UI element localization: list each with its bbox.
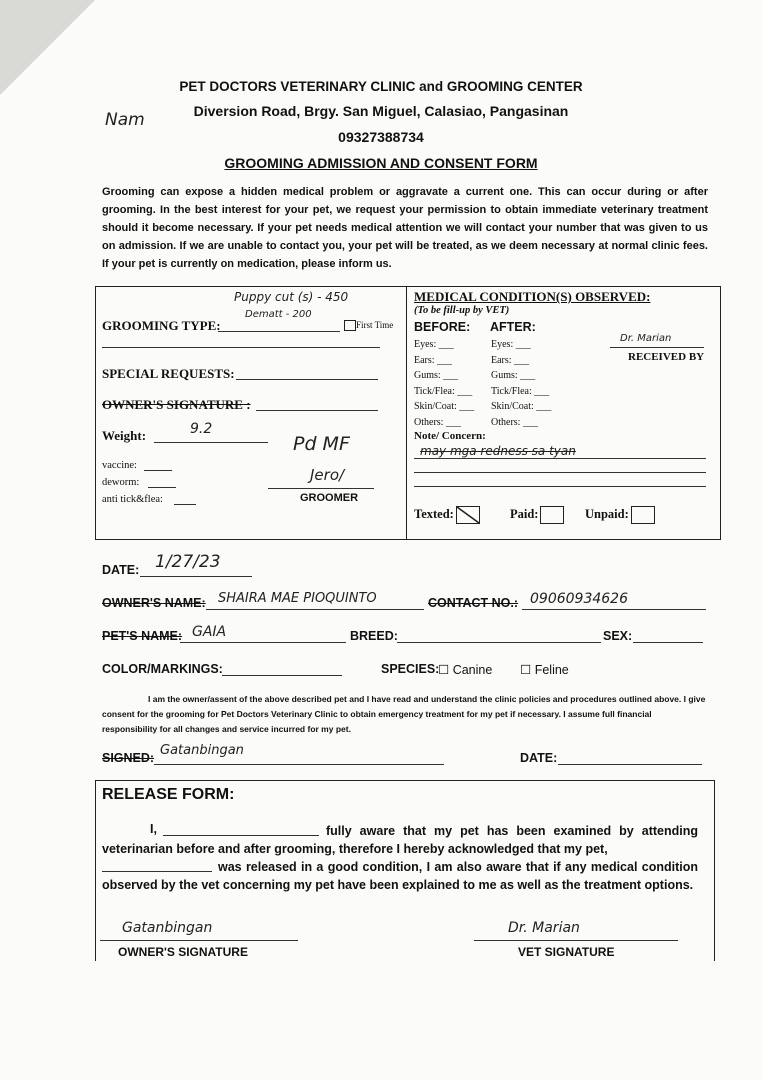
owner-name-field[interactable] (206, 609, 424, 610)
breed-field[interactable] (397, 642, 601, 643)
first-time-label: First Time (356, 320, 394, 330)
pet-name-label: PET'S NAME: (102, 629, 183, 643)
contact-label: CONTACT NO.: (428, 596, 519, 610)
weight-value: 9.2 (190, 421, 213, 437)
after-check-gums[interactable]: Gums: ___ (491, 370, 536, 381)
texted-label: Texted: (414, 506, 454, 521)
paid-row[interactable] (510, 506, 564, 524)
feline-checkbox-icon[interactable]: ☐ (520, 663, 532, 677)
species-canine-option[interactable] (438, 662, 492, 677)
signed-signature: Gatanbingan (160, 743, 244, 758)
paid-checkbox[interactable] (540, 506, 564, 524)
after-check-tick[interactable]: Tick/Flea: ___ (491, 385, 550, 397)
grooming-type-label: GROOMING TYPE: (102, 318, 221, 333)
weight-field[interactable] (154, 442, 268, 443)
received-by-hand: Dr. Marian (620, 333, 672, 344)
color-markings-field[interactable] (222, 675, 342, 676)
sex-field[interactable] (633, 642, 703, 643)
consent-paragraph: I am the owner/assent of the above described pet and I have read and understand the clinic policies and procedures outlined above. I give consent for the grooming for Pet Doctors Veterinary Clinic to obtain emergency treatment for my pet if necessary. I assume full financial responsibility for all changes and service incurred for my pet. (102, 694, 706, 734)
special-requests-field[interactable] (236, 379, 378, 380)
handwritten-note-top: Nam (105, 110, 145, 130)
before-check-gums[interactable]: Gums: ___ (414, 370, 459, 381)
form-title: GROOMING ADMISSION AND CONSENT FORM (224, 155, 538, 171)
color-markings-label: COLOR/MARKINGS: (102, 662, 223, 676)
groomer-hand-1: Pd MF (293, 433, 350, 455)
anti-tick-label: anti tick&flea: (102, 494, 163, 505)
unpaid-label: Unpaid: (585, 506, 629, 521)
note-line-1[interactable] (414, 458, 706, 459)
date-label: DATE: (102, 563, 140, 577)
pet-name-field[interactable] (180, 642, 346, 643)
vaccine-field[interactable] (144, 470, 172, 471)
owner-signature-label: OWNER'S SIGNATURE : (102, 397, 251, 412)
note-line-2[interactable] (414, 472, 706, 473)
deworm-label: deworm: (102, 477, 140, 488)
texted-checkbox[interactable] (456, 506, 480, 524)
anti-tick-field[interactable] (174, 504, 196, 505)
release-text-i: I, (150, 822, 157, 836)
before-check-eyes[interactable]: Eyes: ___ (414, 339, 454, 350)
medical-condition-subtitle: (To be fill-up by VET) (414, 305, 510, 316)
grooming-type-hand-1: Puppy cut (s) - 450 (234, 290, 349, 304)
note-value: may mga redness sa tyan (420, 444, 576, 458)
breed-label: BREED: (350, 629, 398, 643)
weight-label: Weight: (102, 428, 147, 443)
clinic-name: PET DOCTORS VETERINARY CLINIC and GROOMING CENTER (179, 79, 583, 94)
release-owner-signature-label: OWNER'S SIGNATURE (118, 945, 248, 959)
before-check-ears[interactable]: Ears: ___ (414, 354, 453, 366)
first-time-checkbox-row[interactable] (342, 320, 393, 331)
feline-label: Feline (534, 663, 569, 677)
release-vet-signature-field[interactable] (474, 940, 678, 941)
before-check-others[interactable]: Others: ___ (414, 416, 461, 428)
note-label: Note/ Concern: (414, 430, 486, 442)
groomer-label: GROOMER (300, 492, 359, 504)
release-vet-signature: Dr. Marian (508, 920, 580, 936)
grooming-box-divider (406, 287, 407, 539)
release-owner-signature-field[interactable] (100, 940, 298, 941)
owner-name-value: SHAIRA MAE PIOQUINTO (218, 591, 377, 606)
after-label: AFTER: (490, 320, 536, 334)
canine-label: Canine (452, 663, 493, 677)
pet-name-value: GAIA (192, 624, 227, 640)
groomer-hand-2: Jero/ (310, 466, 345, 484)
date-value: 1/27/23 (155, 552, 221, 572)
signed-label: SIGNED: (102, 751, 155, 765)
before-check-tick[interactable]: Tick/Flea: ___ (414, 385, 473, 397)
paid-label: Paid: (510, 506, 539, 521)
after-check-skin[interactable]: Skin/Coat: ___ (491, 401, 552, 412)
contact-field[interactable] (522, 609, 706, 610)
clinic-phone: 09327388734 (338, 129, 424, 145)
received-by-label: RECEIVED BY (628, 351, 705, 363)
unpaid-checkbox[interactable] (631, 506, 655, 524)
release-text-2: fully aware that my pet has been examined by attending veterinarian before and after grooming, therefore I hereby acknowledged that my pet, (102, 824, 698, 856)
after-checklist (491, 337, 551, 430)
after-check-ears[interactable]: Ears: ___ (491, 354, 530, 366)
texted-row[interactable] (414, 506, 480, 524)
signed-date-field[interactable] (558, 764, 702, 765)
before-label: BEFORE: (414, 320, 471, 334)
species-label: SPECIES: (381, 662, 440, 676)
release-title: RELEASE FORM: (102, 786, 235, 803)
grooming-type-field[interactable] (218, 331, 340, 332)
owner-signature-field[interactable] (256, 410, 378, 411)
intro-paragraph: Grooming can expose a hidden medical problem or aggravate a current one. This can occur during or after grooming. In the best interest for your pet, we request your permission to obtain immediate veterinary treatment should it become necessary. If your pet needs medical attention we will contact your number that was given to us on admission. If we are unable to contact you, your pet will be treated, as we deem necessary at normal clinic fees. If your pet is currently on medication, please inform us. (102, 186, 708, 270)
grooming-type-line-2 (102, 347, 380, 348)
release-text-3: was released in a good condition, I am also aware that if any medical condition observed by the vet concerning my pet have been explained to me as well as the treatment options. (102, 860, 698, 892)
vaccine-label: vaccine: (102, 460, 137, 471)
special-requests-label: SPECIAL REQUESTS: (102, 366, 235, 381)
canine-checkbox-icon[interactable]: ☐ (438, 663, 450, 677)
grooming-type-hand-2: Dematt - 200 (245, 309, 312, 320)
release-owner-signature: Gatanbingan (122, 920, 213, 936)
species-feline-option[interactable] (520, 662, 569, 677)
after-check-others[interactable]: Others: ___ (491, 416, 538, 428)
deworm-field[interactable] (148, 487, 176, 488)
note-line-3[interactable] (414, 486, 706, 487)
owner-name-label: OWNER'S NAME: (102, 596, 206, 610)
clinic-address: Diversion Road, Brgy. San Miguel, Calasiao, Pangasinan (193, 103, 569, 119)
unpaid-row[interactable] (585, 506, 655, 524)
received-by-field[interactable] (610, 347, 704, 348)
signed-field[interactable] (154, 764, 444, 765)
after-check-eyes[interactable]: Eyes: ___ (491, 339, 531, 350)
date-field[interactable] (140, 576, 252, 577)
before-checklist (414, 337, 474, 430)
contact-value: 09060934626 (530, 591, 628, 607)
release-vet-signature-label: VET SIGNATURE (518, 945, 615, 959)
signed-date-label: DATE: (520, 751, 558, 765)
sex-label: SEX: (603, 629, 633, 643)
before-check-skin[interactable]: Skin/Coat: ___ (414, 401, 475, 412)
first-time-checkbox[interactable] (344, 320, 356, 331)
groomer-field[interactable] (268, 488, 374, 489)
medical-condition-title: MEDICAL CONDITION(S) OBSERVED: (414, 289, 651, 304)
